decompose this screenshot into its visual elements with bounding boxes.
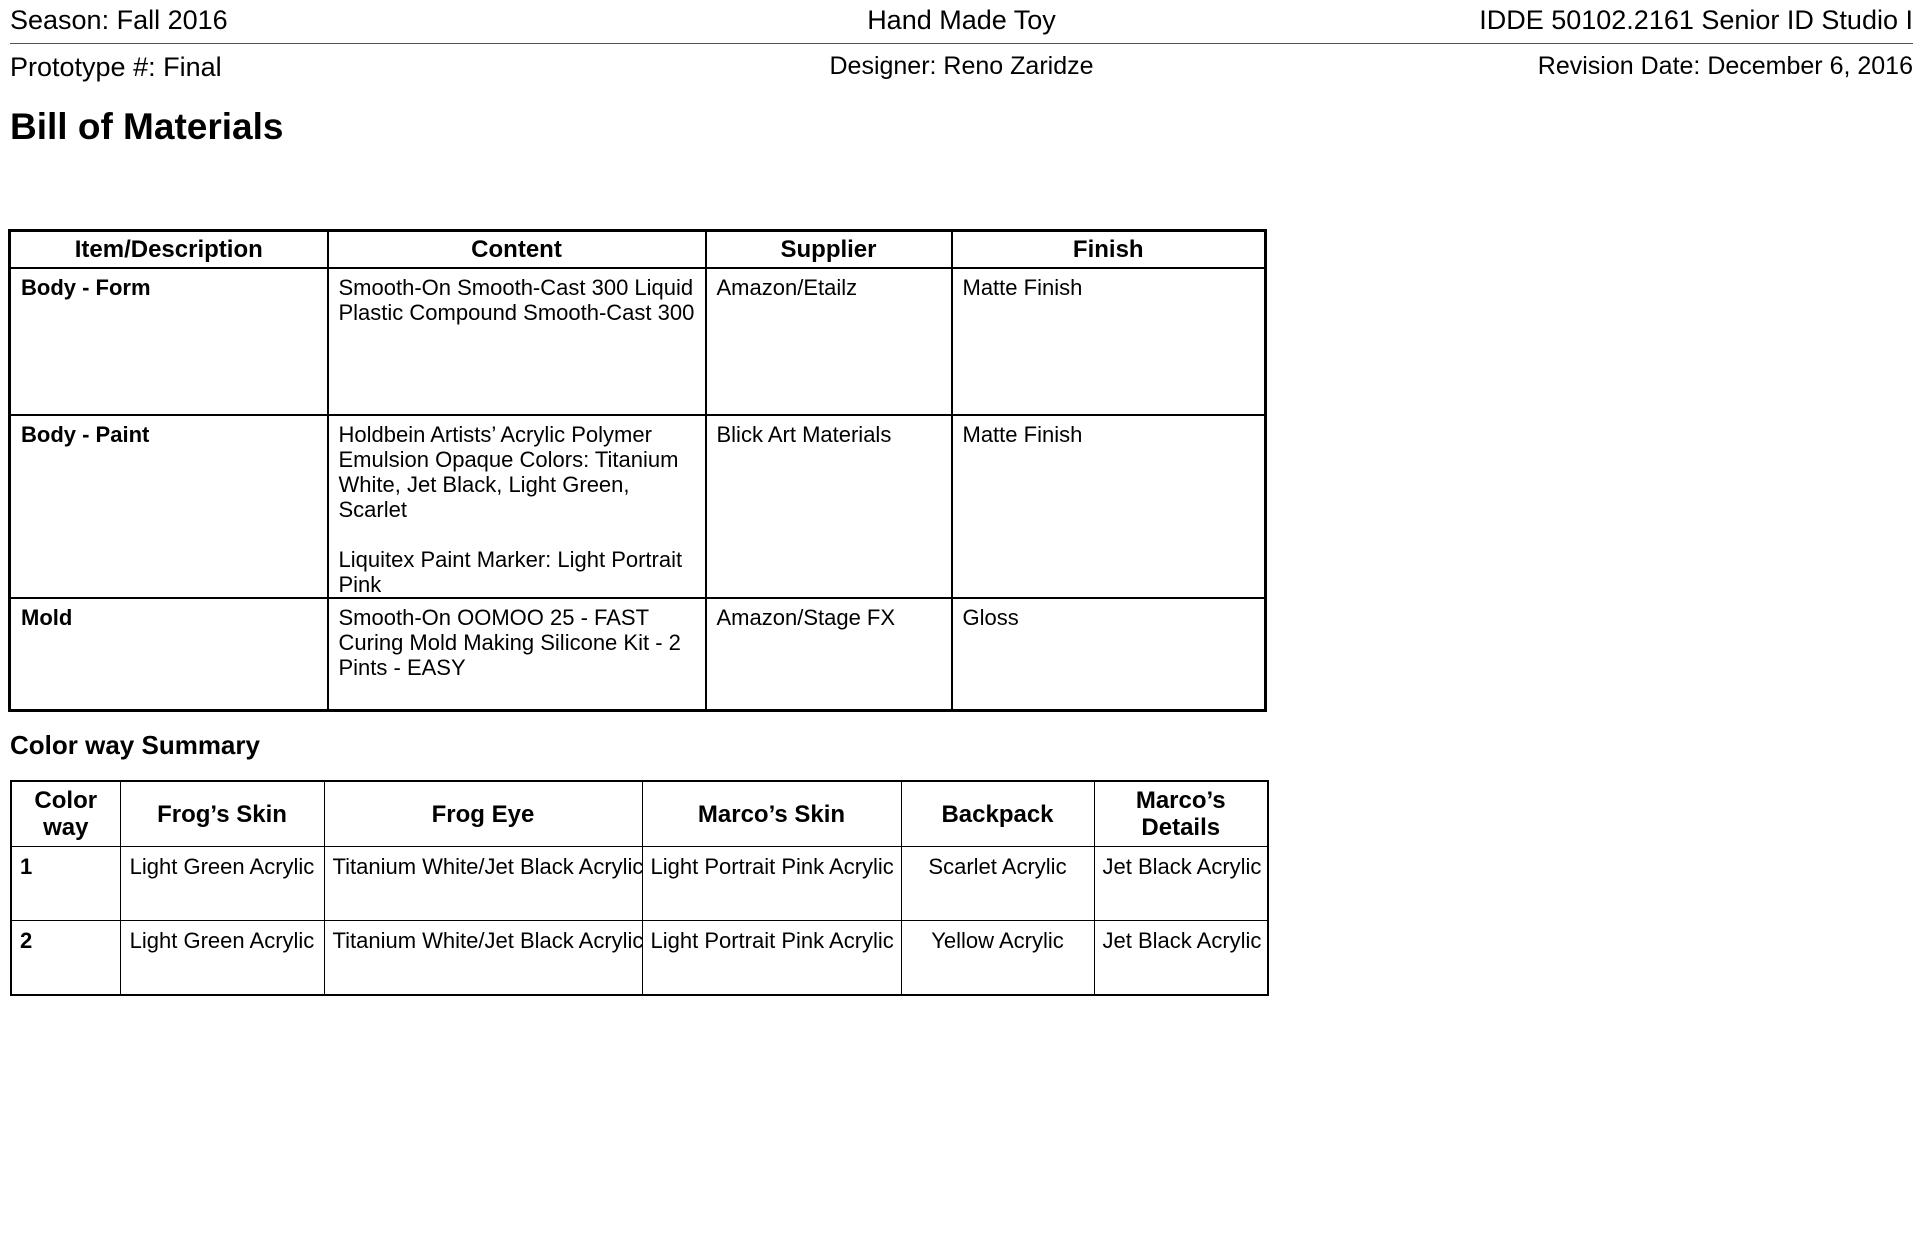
- item-cell: Body - Form: [10, 268, 328, 415]
- item-cell: Mold: [10, 598, 328, 711]
- colorway-cell: Titanium White/Jet Black Acrylic: [324, 847, 642, 921]
- project-title: Hand Made Toy: [867, 5, 1056, 35]
- colorway-cell: Scarlet Acrylic: [901, 847, 1094, 921]
- table-row: [11, 847, 1268, 921]
- content-cell: [328, 598, 706, 711]
- content-line: White, Jet Black, Light Green, Scarlet: [338, 472, 630, 522]
- finish-cell: Matte Finish: [952, 415, 1266, 598]
- content-cell: [328, 268, 706, 415]
- bill-of-materials-table: [8, 229, 1267, 712]
- designer-label: Designer: Reno Zaridze: [829, 52, 1094, 80]
- header-row-bottom: [10, 52, 1913, 92]
- colorway-table-body: [11, 847, 1268, 996]
- column-header: [901, 781, 1094, 847]
- header-divider: [10, 43, 1913, 44]
- content-line: Pints - EASY: [338, 655, 466, 680]
- colorway-number: 1: [11, 847, 120, 921]
- column-header-text: Backpack: [941, 800, 1054, 828]
- prototype-label: Prototype #: Final: [10, 52, 222, 82]
- supplier-cell: Amazon/Etailz: [706, 268, 952, 415]
- column-header: [11, 781, 120, 847]
- colorway-summary-table: [10, 780, 1269, 996]
- bom-table-body: [10, 268, 1266, 711]
- finish-cell: Gloss: [952, 598, 1266, 711]
- content-spacer: [339, 522, 695, 547]
- colorway-cell: Light Portrait Pink Acrylic: [642, 921, 901, 996]
- colorway-cell: Yellow Acrylic: [901, 921, 1094, 996]
- season-label: Season: Fall 2016: [10, 5, 228, 35]
- content-line: Pink: [338, 572, 382, 597]
- colorway-cell: Jet Black Acrylic: [1094, 921, 1268, 996]
- content-line: Smooth-On OOMOO 25 - FAST: [338, 605, 650, 630]
- item-cell: Body - Paint: [10, 415, 328, 598]
- colorway-cell: Jet Black Acrylic: [1094, 847, 1268, 921]
- table-row: [10, 598, 1266, 711]
- column-header: [324, 781, 642, 847]
- finish-cell: Matte Finish: [952, 268, 1266, 415]
- column-header-text: Color: [34, 787, 98, 814]
- column-header-finish: Finish: [952, 231, 1266, 269]
- column-header: [120, 781, 324, 847]
- content-line: Holdbein Artists’ Acrylic Polymer: [338, 422, 652, 447]
- column-header-text: Details: [1141, 814, 1221, 841]
- column-header-text: way: [43, 814, 89, 841]
- colorway-cell: Light Portrait Pink Acrylic: [642, 847, 901, 921]
- page-title: Bill of Materials: [10, 106, 284, 147]
- colorway-number: 2: [11, 921, 120, 996]
- course-label: IDDE 50102.2161 Senior ID Studio I: [1479, 5, 1913, 35]
- colorway-cell: Light Green Acrylic: [120, 847, 324, 921]
- table-header-row: [11, 781, 1268, 847]
- table-row: [10, 268, 1266, 415]
- content-line: Plastic Compound Smooth-Cast 300: [338, 300, 695, 325]
- table-header-row: [10, 231, 1266, 269]
- content-line: Smooth-On Smooth-Cast 300 Liquid: [338, 275, 694, 300]
- column-header: [642, 781, 901, 847]
- content-line: Curing Mold Making Silicone Kit - 2: [338, 630, 681, 655]
- table-row: [10, 415, 1266, 598]
- content-line: Liquitex Paint Marker: Light Portrait: [338, 547, 683, 572]
- colorway-section-title: Color way Summary: [10, 730, 260, 760]
- supplier-cell: Amazon/Stage FX: [706, 598, 952, 711]
- column-header-text: Frog’s Skin: [157, 800, 287, 828]
- column-header-text: Frog Eye: [431, 800, 535, 828]
- column-header-text: Marco’s: [1135, 787, 1226, 814]
- revision-date-label: Revision Date: December 6, 2016: [1537, 52, 1913, 80]
- header-row-top: [10, 5, 1913, 45]
- supplier-cell: Blick Art Materials: [706, 415, 952, 598]
- colorway-cell: Light Green Acrylic: [120, 921, 324, 996]
- content-line: Emulsion Opaque Colors: Titanium: [338, 447, 679, 472]
- column-header-supplier: Supplier: [706, 231, 952, 269]
- column-header-content: Content: [328, 231, 706, 269]
- column-header-item: Item/Description: [10, 231, 328, 269]
- column-header: [1094, 781, 1268, 847]
- table-row: [11, 921, 1268, 996]
- colorway-cell: Titanium White/Jet Black Acrylic: [324, 921, 642, 996]
- column-header-text: Marco’s Skin: [697, 800, 846, 828]
- content-cell: [328, 415, 706, 598]
